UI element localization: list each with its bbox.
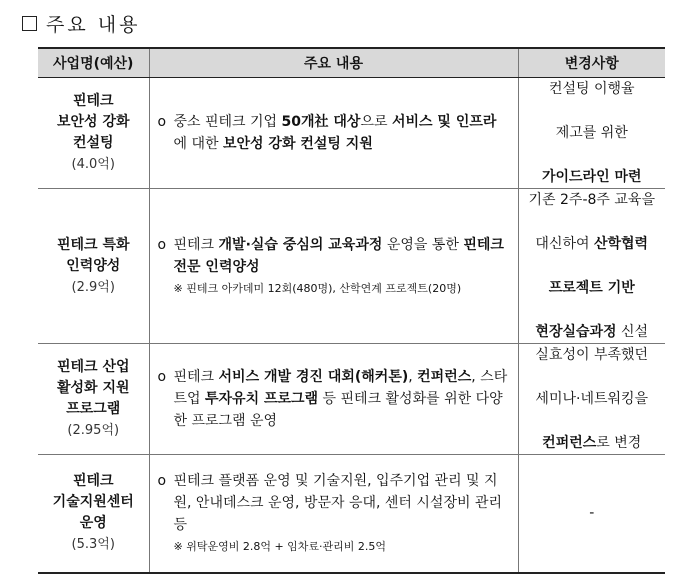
bold-text: 50개社 대상: [281, 114, 361, 130]
program-name-cell: [38, 189, 149, 344]
program-table: [38, 47, 665, 574]
bullet-marker: o: [157, 114, 167, 130]
bold-text: 프로젝트 기반: [548, 280, 635, 296]
program-name: 보안성 강화: [57, 114, 130, 130]
program-name: 프로그램: [66, 401, 121, 417]
table-header-row: [38, 48, 665, 78]
program-name-cell: [38, 78, 149, 189]
text-run: 로 변경: [596, 435, 642, 451]
text-run: 제고를 위한: [555, 125, 628, 141]
table-row: [38, 344, 665, 455]
program-name: 인력양성: [66, 257, 121, 274]
table-row: [38, 78, 665, 189]
header-content: 주요 내용: [149, 48, 518, 78]
changes-cell: [518, 78, 665, 189]
content-note: ※ 핀테크 아카데미 12회(480명), 산학연계 프로젝트(20명): [173, 282, 462, 295]
bold-text: 서비스 및 인프라: [391, 114, 497, 130]
content-text: [174, 366, 510, 432]
bullet-marker: o: [157, 473, 167, 490]
program-name: 기술지원센터: [52, 494, 134, 511]
bullet-marker: o: [157, 237, 167, 253]
text-run: 컨설팅 이행율: [548, 81, 635, 97]
content-text: [174, 111, 510, 155]
program-budget: (2.95억): [67, 423, 120, 438]
text-run: 중소 핀테크 기업: [173, 114, 282, 130]
content-cell: [149, 189, 518, 344]
text-run: 으로: [360, 114, 392, 130]
program-name: 운영: [79, 515, 107, 532]
program-name: 핀테크 산업: [57, 359, 130, 375]
text-run: 기존 2주-8주 교육을: [528, 192, 655, 208]
content-bullet: [158, 111, 510, 155]
header-program: 사업명(예산): [38, 48, 149, 78]
program-name-cell: [38, 344, 149, 455]
bold-text: 투자유치 프로그램: [205, 391, 319, 407]
text-run: 운영을 통한: [382, 237, 464, 253]
bold-text: 산학협력: [593, 236, 649, 252]
text-run: 대신하여: [535, 236, 594, 252]
content-note: ※ 위탁운영비 2.8억 + 임차료·관리비 2.5억: [173, 540, 387, 554]
program-name: 핀테크 특화: [57, 236, 130, 253]
text-run: 등 핀테크 활성화를 위한 다양한 프로그램 운영: [173, 391, 503, 429]
content-cell: [149, 78, 518, 189]
text-run: 에 대한: [173, 136, 223, 152]
table-row: [38, 189, 665, 344]
program-name: 활성화 지원: [57, 380, 130, 396]
program-name-cell: [38, 455, 149, 573]
bold-text: 개발·실습 중심의 교육과정: [218, 237, 383, 253]
program-name: 핀테크: [72, 93, 114, 109]
changes-cell: [518, 455, 665, 573]
text-run: 세미나·네트워킹을: [535, 391, 649, 407]
text-run: 핀테크: [173, 369, 219, 385]
program-budget: (2.9억): [71, 279, 115, 295]
content-bullet: [158, 366, 510, 432]
content-text: [174, 470, 510, 536]
bold-text: 컨퍼런스: [542, 435, 597, 451]
text-run: , 스타트업: [173, 369, 508, 407]
text-run: 핀테크: [173, 237, 219, 253]
header-changes: 변경사항: [518, 48, 665, 78]
section-heading: [22, 10, 140, 37]
changes-cell: [518, 344, 665, 455]
text-run: 핀테크 플랫폼 운영 및 기술지원, 입주기업 관리 및 지원, 안내데스크 운영, 방문자 응대, 센터 시설장비 관리 등: [173, 473, 503, 534]
bold-text: 가이드라인 마련: [541, 169, 642, 185]
bold-text: 현장실습과정: [535, 324, 617, 340]
checkbox-square-icon: [22, 16, 37, 31]
content-bullet: [158, 470, 510, 536]
program-name: 컨설팅: [72, 135, 114, 151]
program-name: 핀테크: [72, 473, 114, 490]
text-run: -: [589, 505, 595, 522]
content-cell: [149, 344, 518, 455]
content-cell: [149, 455, 518, 573]
content-bullet: [158, 234, 510, 278]
bold-text: 서비스 개발 경진 대회(해커톤): [218, 369, 409, 385]
section-heading-text: 주요 내용: [46, 14, 141, 36]
changes-cell: [518, 189, 665, 344]
text-run: 실효성이 부족했던: [535, 347, 649, 363]
text-run: ,: [408, 369, 418, 385]
bold-text: 핀테크 전문 인력양성: [173, 237, 504, 275]
bold-text: 보안성 강화 컨설팅 지원: [222, 136, 373, 152]
program-budget: (5.3억): [71, 537, 115, 553]
bold-text: 컨퍼런스: [417, 369, 472, 385]
program-budget: (4.0억): [71, 157, 115, 172]
table-row: [38, 455, 665, 573]
bullet-marker: o: [157, 369, 167, 385]
text-run: 신설: [616, 324, 649, 340]
content-text: [174, 234, 510, 278]
